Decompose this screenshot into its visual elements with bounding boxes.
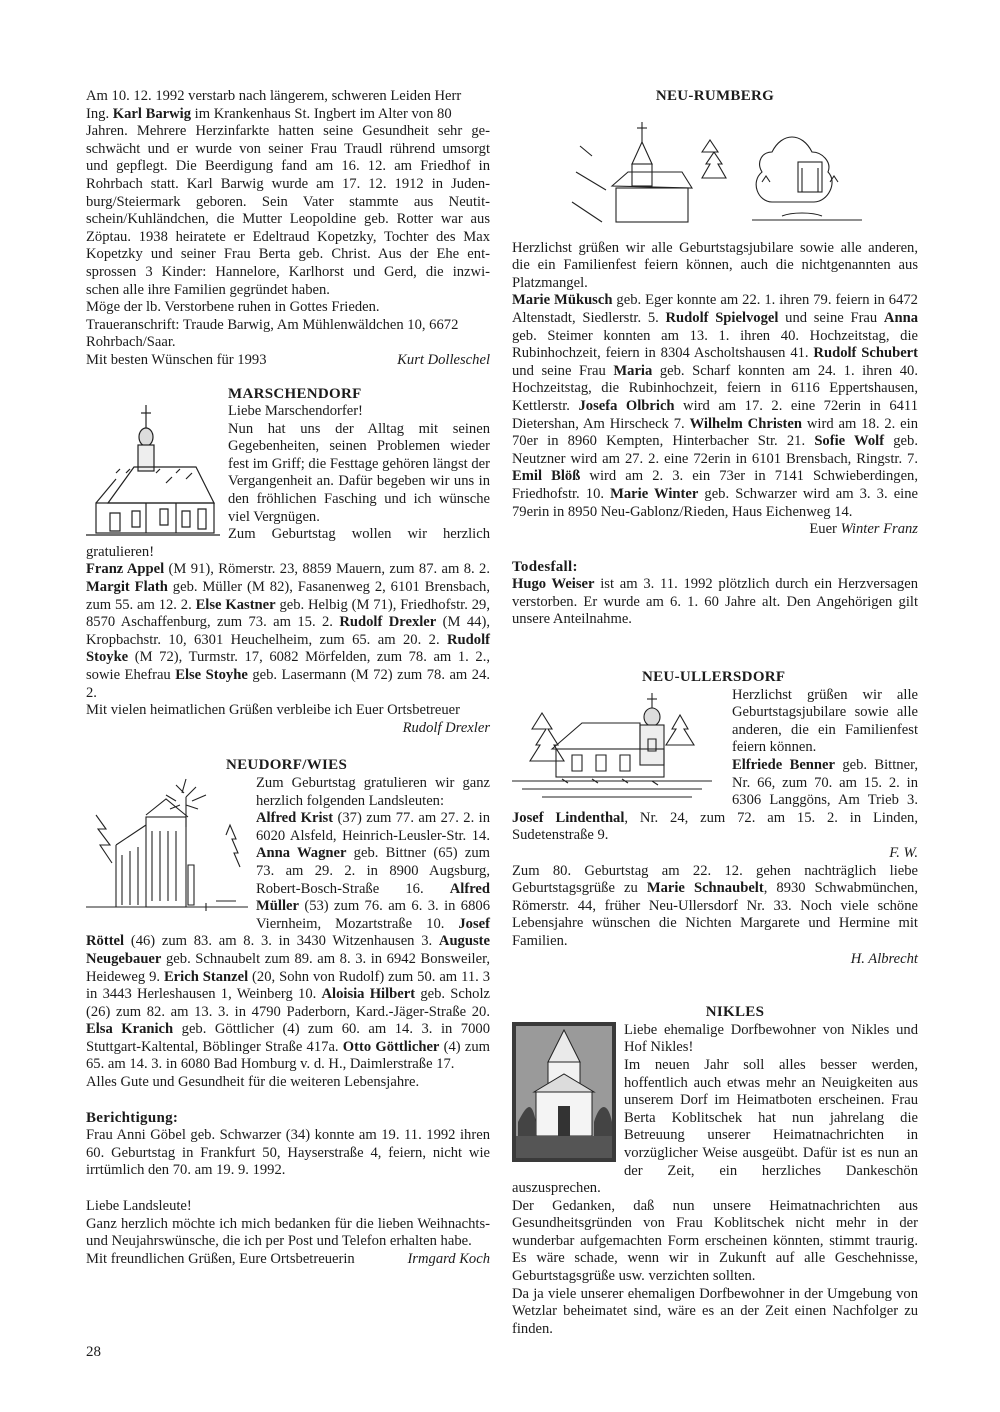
closing-row — [86, 352, 490, 370]
greeting: Liebe ehemalige Dorfbewohner von Nikles und Hof Nikles! — [624, 1021, 918, 1056]
text-line: burg/Steiermark geboren. Sein Vater stammte aus Neutit- — [86, 193, 490, 210]
church-illustration — [512, 689, 722, 807]
text-line: Kopetzky und seiner Frau Berta geb. Christ. Aus der Ehe ent- — [86, 246, 490, 263]
chapel-photo — [512, 1022, 616, 1162]
body-text: Hugo Weiser ist am 3. 11. 1992 plötzlich durch ein Herzversagen verstorben. Er wurde am 6. 1. 60 Jahre alt. Den Angehörigen gilt unsere Anteilnahme. — [512, 576, 918, 628]
section-heading: NIKLES — [705, 1004, 765, 1021]
intro-text: Zum Geburtstag gratulieren wir ganz herzlich folgenden Landsleuten: — [256, 774, 490, 809]
section-heading: Berichtigung: — [86, 1109, 179, 1126]
landsleute-section — [86, 1198, 490, 1268]
closing-text: Alles Gute und Gesundheit für die weiteren Lebensjahre. — [86, 1074, 420, 1091]
text-line: schein/Kuhländchen, die Mutter Leopoldine geb. Rotter war aus — [86, 211, 490, 228]
text-line: schwächt und er wurde von seiner Frau Traudl rührend umsorgt — [86, 140, 490, 157]
birthday-list: Franz Appel (M 91), Römerstr. 23, 8859 Mauern, zum 87. am 8. 2. Margit Flath geb. Müller (M 82), Fasanenweg 2, 6101 Brensbach, zum 55. am 12. 2. Else Kastner geb. Helbig (M 71), Friedhofstr. 29, 8570 Aschaffenburg, zum 73. am 15. 2. Rudolf Drexler (M 44), Kropbachstr. 10, 6301 Heuchelheim, zum 65. am 20. 2. Rudolf Stoyke (M 72), Turmstr. 17, 6082 Mörfelden, zum 78. am 1. 2., sowie Ehefrau Else Stoyhe geb. Lasermann (M 72) zum 78. am 24. 2. — [86, 561, 491, 701]
section-heading: NEU-ULLERSDORF — [642, 669, 786, 686]
text-line: Möge der lb. Verstorbene ruhen in Gottes Frieden. — [86, 299, 380, 316]
signature: H. Albrecht — [850, 950, 918, 967]
text-line: sprossen 3 Kinder: Hannelore, Karlhorst und Gerd, die inzwi- — [86, 263, 490, 280]
neurumberg-section — [512, 88, 918, 539]
body-text: Im neuen Jahr soll alles besser werden, hoffentlich auch etwas mehr an Neuigkeiten aus unserem Dorf im Heimatboten erscheinen. Frau Berta Koblitschek hat nun jahrelang die Betreuung unserer Heimatnachrichten in vorzüglicher Weise ausgeübt. Dafür ist es nun an der Zeit, ein herzliches Dankeschön auszusprechen. — [512, 1056, 918, 1197]
barwig-obituary — [86, 88, 490, 370]
church-illustration — [86, 403, 220, 539]
todesfall-section — [512, 559, 918, 629]
birthday-list: Elfriede Benner geb. Bittner, Nr. 66, zum 70. am 15. 2. in 6306 Langgöns, Am Trieb 3. Josef Lindenthal, Nr. 24, zum 72. am 15. 2. in Linden, Sudetenstraße 9. — [512, 757, 918, 844]
marschendorf-section — [86, 386, 490, 738]
signature: Kurt Dolleschel — [397, 351, 490, 368]
birthday-list: Alfred Krist (37) zum 77. am 27. 2. in 6020 Alsfeld, Heinrich-Leusler-Str. 14. Anna Wagner geb. Bittner (65) zum 73. am 29. 2. in 8900 Augsburg, Robert-Bosch-Straße 16. Alfred Müller (53) zum 76. am 6. 3. in 6806 Viernheim, Mozartstraße 10. Josef Röttel (46) zum 83. am 8. 3. in 3430 Witzenhausen 3. Auguste Neugebauer geb. Schnaubelt zum 89. am 8. 3. in 6942 Bonsweiler, Heideweg 9. Erich Stanzel (20, Sohn von Rudolf) zum 50. am 11. 3 in 3443 Herleshausen 1, Weinberg 10. Aloisia Hilbert geb. Scholz (26) zum 82. am 13. 3. in 4790 Paderborn, Kard.-Jäger-Straße 20. Elsa Kranich geb. Göttlicher (4) zum 60. am 14. 3. in 7000 Stuttgart-Kaltental, Böblinger Straße 417a. Otto Göttlicher (4) zum 65. am 14. 3. in 6080 Bad Homburg v. d. H., Daimlerstraße 17. — [86, 810, 490, 1073]
closing-text: Mit freundlichen Grüßen, Eure Ortsbetreuerin — [86, 1250, 355, 1267]
text-line: Ing. Karl Barwig im Krankenhaus St. Ingbert im Alter von 80 — [86, 105, 452, 122]
bday-intro: Zum Geburtstag wollen wir herzlich gratulieren! — [86, 526, 490, 560]
section-heading: NEU-RUMBERG — [655, 88, 775, 104]
signature: Irmgard Koch — [407, 1250, 490, 1267]
right-column — [512, 88, 918, 1338]
body-text: Zum 80. Geburtstag am 22. 12. gehen nachträglich liebe Geburtstagsgrüße zu Marie Schnaubelt, 8930 Schwabmünchen, Römerstr. 44, früher Neu-Ullersdorf Nr. 33. Noch viele schöne Lebensjahre wünschen die Nichten Margarete und Hermine mit Familien. — [512, 862, 919, 949]
body-text: Ganz herzlich möchte ich mich bedanken für die lieben Weihnachts- und Neujahrswünsche, die ich per Post und Telefon erhalten habe. — [86, 1215, 490, 1250]
intro-text: Herzlichst grüßen wir alle Geburtstagsjubilare sowie alle anderen, die ein Familienfest feiern können, auch die nichtgenannten aus Platzmangel. — [512, 239, 918, 291]
text-line: Jahren. Mehrere Herzinfarkte hatten seine Gesundheit sehr ge- — [86, 123, 490, 140]
text-line: Am 10. 12. 1992 verstarb nach längerem, schweren Leiden Herr — [86, 88, 462, 104]
signature: F. W. — [889, 845, 918, 861]
greeting: Liebe Marschendorfer! — [228, 403, 363, 420]
body-text: Frau Anni Göbel geb. Schwarzer (34) konnte am 19. 11. 1992 ihren 60. Geburtstag in Frankfurt 50, Hayserstraße 4, feiern, nicht wie irrtümlich den 70. am 19. 9. 1992. — [86, 1127, 490, 1179]
text-line: Zöptau. 1938 heiratete er Edeltraud Kopetzky, Tochter des Max — [86, 228, 490, 245]
person-name: Marie Schnaubelt — [646, 880, 764, 897]
intro-text: Herzlichst grüßen wir alle Geburtstagsjubilare sowie alle anderen, die ein Familienfest feiern können. — [732, 686, 918, 756]
text-line: Rohrbach/Saar. — [86, 334, 176, 351]
birthday-list: Marie Mükusch geb. Eger konnte am 22. 1. ihren 79. feiern in 6472 Altenstadt, Siedlerstr. 5. Rudolf Spielvogel und seine Frau Anna geb. Steimer konnten am 13. 1. ihren 40. Hochzeitstag, die Rubinhochzeit, feiern in 8304 Ascholtshausen 41. Rudolf Schubert und seine Frau Maria geb. Scharf konnten am 24. 1. ihren 40. Hochzeitstag, die Rubinhochzeit, feiern in 6116 Eppertshausen, Kettlerstr. Josefa Olbrich wird am 17. 2. eine 72erin in 6411 Dietershan, Am Hirscheck 7. Wilhelm Christen wird am 18. 2. ein 70er in 8960 Kempten, Hinterbacher Str. 21. Sofie Wolf geb. Neutzner wird am 27. 2. eine 72erin in 6101 Brensbach, Ringstr. 7. Emil Blöß wird am 2. 3. ein 73er in 7141 Schwieberdingen, Friedhofstr. 10. Marie Winter geb. Schwarzer wird am 3. 3. eine 79erin in 8950 Neu-Gablonz/Rieden, Haus Eichenweg 14. — [512, 292, 919, 520]
person-name: Karl Barwig — [112, 105, 191, 122]
person-name: Hugo Weiser — [512, 576, 595, 593]
signature-row: Euer Winter Franz — [809, 521, 918, 538]
text-line: Rohrbach statt. Karl Barwig wurde am 17. 12. 1912 in Juden- — [86, 175, 490, 192]
left-column — [86, 88, 490, 1268]
body-text: Nun hat uns der Alltag mit seinen Gegebenheiten, seinen Problemen wieder fest im Griff; die Festtage gehören längst der Vergangenheit an. Dafür begeben wir uns in den fröhlichen Fasching und ich wünsche viel Vergnügen. — [228, 420, 490, 525]
section-heading: NEUDORF/WIES — [226, 757, 348, 774]
body-text: Der Gedanken, daß nun unsere Heimatnachrichten aus Gesundheitsgründen von Frau Koblitschek nicht mehr in der wunderbar aufgemachten Form erscheinen könnten, stimmt traurig. Es wäre schade, wenn wir in Zukunft auf alle Geschehnisse, Geburtstagsgrüße usw. verzichten sollten. — [512, 1197, 918, 1285]
closing-row — [86, 1251, 490, 1269]
text-line: und gepflegt. Die Beerdigung fand am 16. 12. am Friedhof in — [86, 158, 490, 175]
text-line: Traueranschrift: Traude Barwig, Am Mühlenwäldchen 10, 6672 — [86, 316, 459, 333]
signature: Rudolf Drexler — [402, 719, 490, 736]
page-number: 28 — [86, 1344, 101, 1360]
section-heading: MARSCHENDORF — [228, 385, 362, 402]
berichtigung-section — [86, 1110, 490, 1180]
nikles-section — [512, 1004, 918, 1338]
closing-text: Mit vielen heimatlichen Grüßen verbleibe ich Euer Ortsbetreuer — [86, 702, 461, 719]
church-illustration — [86, 775, 248, 915]
greeting: Liebe Landsleute! — [86, 1198, 192, 1215]
closing-text: Mit besten Wünschen für 1993 — [86, 351, 267, 368]
village-illustration — [562, 112, 872, 232]
neuullersdorf-section — [512, 669, 918, 968]
body-text: Da ja viele unserer ehemaligen Dorfbewohner in der Umgebung von Wetzlar beheimatet sind, wäre es an der Zeit einen Nachfolger zu finden. — [512, 1285, 918, 1337]
section-heading: Todesfall: — [512, 558, 578, 575]
neudorf-section — [86, 757, 490, 1091]
text-line: schen alle ihre Familien gegründet haben. — [86, 281, 330, 298]
signature: Winter Franz — [840, 521, 918, 538]
